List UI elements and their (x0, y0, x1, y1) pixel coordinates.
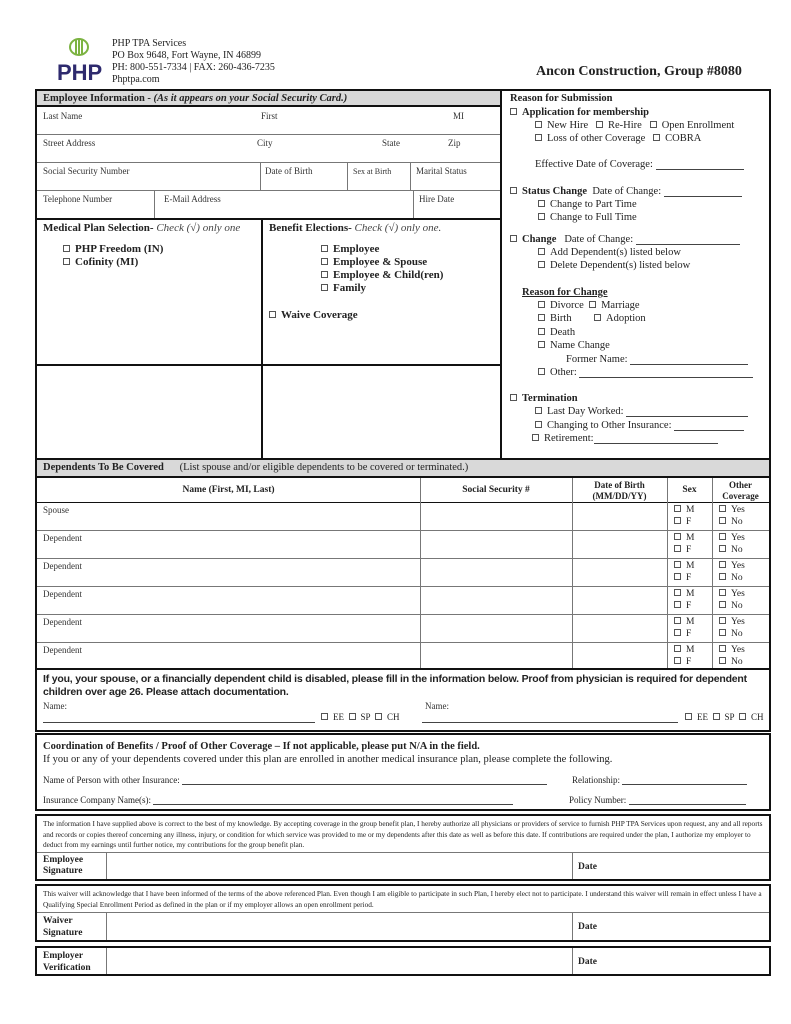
other-insured-person-field[interactable]: Name of Person with other Insurance: (43, 775, 547, 785)
relationship-field[interactable]: Relationship: (572, 775, 747, 785)
checkbox-icon (538, 200, 545, 207)
waive-coverage-option[interactable]: Waive Coverage (269, 309, 358, 321)
dependent-ssn-input[interactable] (421, 531, 572, 559)
email-field[interactable]: E-Mail Address (164, 194, 221, 204)
checkbox-icon (719, 645, 726, 652)
checkbox-icon (510, 394, 517, 401)
dependent-name-input[interactable] (37, 615, 420, 643)
sex-f-option[interactable]: F (674, 656, 694, 668)
policy-number-field[interactable]: Policy Number: (569, 795, 746, 805)
coordination-of-benefits-section (35, 733, 771, 811)
company-phone-fax: PH: 800-551-7334 | FAX: 260-436-7235 (112, 62, 275, 73)
zip-field[interactable]: Zip (448, 138, 461, 148)
street-address-field[interactable]: Street Address (43, 138, 96, 148)
cobra-option[interactable]: COBRA (653, 133, 701, 144)
sex-m-option[interactable]: M (674, 560, 694, 572)
employer-verification-date-label: Date (578, 957, 597, 967)
checkbox-icon (719, 505, 726, 512)
disabled-instructions: If you, your spouse, or a financially dependent child is disabled, please fill in the information below. Proof from physician is required for dependent children over age 26. Please attach documentation. (43, 673, 747, 698)
checkbox-icon (538, 328, 545, 335)
employer-verification-section (35, 946, 771, 976)
open-enrollment-option[interactable]: Open Enrollment (650, 120, 735, 131)
ssn-field[interactable]: Social Security Number (43, 166, 130, 176)
checkbox-icon (719, 517, 726, 524)
dependent-dob-input[interactable] (573, 587, 667, 615)
dependent-ssn-input[interactable] (421, 559, 572, 587)
checkbox-icon (674, 629, 681, 636)
checkbox-icon (674, 601, 681, 608)
city-field[interactable]: City (257, 138, 273, 148)
checkbox-icon (685, 713, 692, 720)
checkbox-icon (589, 301, 596, 308)
employee-signature-date-label: Date (578, 862, 597, 872)
checkbox-icon (510, 187, 517, 194)
dependent-ssn-input[interactable] (421, 503, 572, 531)
dependent-row-label: Dependent (43, 617, 82, 627)
checkbox-icon (674, 645, 681, 652)
col-other-coverage: Other Coverage (722, 480, 759, 501)
disabled-section (35, 668, 771, 732)
cob-instructions: If you or any of your dependents covered under this plan are enrolled in another medical insurance plan, please complete the following. (43, 754, 613, 765)
dependent-dob-input[interactable] (573, 615, 667, 643)
sex-f-option[interactable]: F (674, 600, 694, 612)
checkbox-icon (719, 629, 726, 636)
checkbox-icon[interactable] (321, 245, 328, 252)
re-hire-option[interactable]: Re-Hire (596, 120, 642, 131)
other-coverage-no-option[interactable]: No (719, 656, 745, 668)
state-field[interactable]: State (382, 138, 400, 148)
dependent-name-input[interactable] (37, 503, 420, 531)
checkbox-icon (349, 713, 356, 720)
loss-of-coverage-option[interactable]: Loss of other Coverage (535, 133, 645, 144)
dependent-row (37, 503, 769, 531)
termination-option[interactable]: Termination (510, 393, 578, 404)
reason-for-submission-section (500, 89, 771, 460)
sex-f-option[interactable]: F (674, 516, 694, 528)
sex-m-option[interactable]: M (674, 532, 694, 544)
checkbox-icon (538, 341, 545, 348)
authorization-text: The information I have supplied above is correct to the best of my knowledge. By accepting coverage in the group benefit plan, I hereby authorize all physicians or providers of service to furnish PHP TPA Services upon request, any and all reports and records or copies thereof concerning any illness, injury, or condition for which service was provided to me or my dependents after this date as well as before this date. If contributions are required under the plan, I authorize my employer to deduct from my earnings until further notice, my contributions for the group benefit plan. (43, 819, 763, 849)
other-coverage-no-option[interactable]: No (719, 544, 745, 556)
name-change-option[interactable]: Name Change (538, 340, 610, 351)
add-dependent-option[interactable]: Add Dependent(s) listed below (538, 247, 681, 258)
dependent-ssn-input[interactable] (421, 587, 572, 615)
sex-at-birth-field[interactable]: Sex at Birth (353, 167, 392, 176)
checkbox-icon[interactable] (321, 284, 328, 291)
other-coverage-yes-option[interactable]: Yes (719, 532, 745, 544)
checkbox-icon (535, 421, 542, 428)
employee-signature-input[interactable] (107, 853, 572, 879)
company-website[interactable]: Phptpa.com (112, 74, 160, 85)
other-coverage-no-option[interactable]: No (719, 516, 745, 528)
dob-field[interactable]: Date of Birth (265, 166, 313, 176)
checkbox-icon (653, 134, 660, 141)
checkbox-icon (674, 617, 681, 624)
waiver-section (35, 884, 771, 942)
sex-f-option[interactable]: F (674, 544, 694, 556)
other-coverage-no-option[interactable]: No (719, 600, 745, 612)
checkbox-icon (739, 713, 746, 720)
dependent-name-input[interactable] (37, 587, 420, 615)
new-hire-option[interactable]: New Hire (535, 120, 588, 131)
waiver-date-label: Date (578, 922, 597, 932)
dependent-row (37, 587, 769, 615)
checkbox-icon[interactable] (321, 271, 328, 278)
checkbox-icon[interactable] (321, 258, 328, 265)
other-coverage-yes-option[interactable]: Yes (719, 588, 745, 600)
dependent-dob-input[interactable] (573, 559, 667, 587)
dependent-row (37, 643, 769, 671)
employee-info-section (35, 89, 502, 460)
death-option[interactable]: Death (538, 327, 575, 338)
other-coverage-no-option[interactable]: No (719, 628, 745, 640)
mi-field[interactable]: MI (453, 111, 464, 121)
dependent-dob-input[interactable] (573, 643, 667, 671)
checkbox-icon (532, 434, 539, 441)
checkbox-icon (674, 517, 681, 524)
part-time-option[interactable]: Change to Part Time (538, 199, 637, 210)
other-insurance-field[interactable]: Changing to Other Insurance: (535, 420, 744, 431)
checkbox-icon (650, 121, 657, 128)
checkbox-icon (713, 713, 720, 720)
waiver-date-input[interactable] (607, 913, 767, 940)
disabled-name-input-1[interactable] (43, 713, 315, 723)
insurance-company-field[interactable]: Insurance Company Name(s): (43, 795, 513, 805)
checkbox-icon (538, 248, 545, 255)
hire-date-field[interactable]: Hire Date (419, 194, 455, 204)
employee-info-header: Employee Information - (As it appears on your Social Security Card.) (37, 91, 500, 107)
plan-option-php-freedom[interactable]: PHP Freedom (IN) (63, 243, 163, 255)
waiver-text: This waiver will acknowledge that I have been informed of the terms of the above referenced Plan. Even though I am eligible to participate in such Plan, I hereby elect not to participate. I understand this waiver will remain in effect unless I have a Qualifying Special Enrollment Period as defined in the plan or if my employer allows an open enrollment period. (43, 889, 762, 909)
dependent-name-input[interactable] (37, 531, 420, 559)
sex-m-option[interactable]: M (674, 504, 694, 516)
checkbox-icon[interactable] (63, 258, 70, 265)
checkbox-icon (674, 505, 681, 512)
dependent-name-input[interactable] (37, 559, 420, 587)
dependent-name-input[interactable] (37, 643, 420, 671)
employer-verification-date-input[interactable] (607, 948, 767, 974)
delete-dependent-option[interactable]: Delete Dependent(s) listed below (538, 260, 690, 271)
checkbox-icon (538, 301, 545, 308)
dependent-row (37, 615, 769, 643)
company-address: PO Box 9648, Fort Wayne, IN 46899 (112, 50, 262, 61)
checkbox-icon (674, 561, 681, 568)
benefit-option-employee-spouse[interactable]: Employee & Spouse (321, 256, 427, 268)
other-coverage-yes-option[interactable]: Yes (719, 616, 745, 628)
checkbox-icon (535, 134, 542, 141)
disabled-type-2[interactable]: EE SP CH (685, 712, 764, 722)
benefit-option-employee-children[interactable]: Employee & Child(ren) (321, 269, 443, 281)
waiver-signature-input[interactable] (107, 913, 572, 940)
checkbox-icon (538, 213, 545, 220)
marriage-option[interactable]: Marriage (589, 300, 639, 311)
checkbox-icon (719, 573, 726, 580)
checkbox-icon (674, 533, 681, 540)
medical-plan-header: Medical Plan Selection- Check (√) only one (43, 222, 241, 234)
employer-verification-input[interactable] (107, 948, 572, 974)
checkbox-icon (674, 657, 681, 664)
dependent-row (37, 559, 769, 587)
dependent-ssn-input[interactable] (421, 615, 572, 643)
dependent-row-label: Dependent (43, 561, 82, 571)
svg-text:PHP: PHP (57, 60, 103, 84)
checkbox-icon (538, 261, 545, 268)
disabled-type-1[interactable]: EE SP CH (321, 712, 400, 722)
dependent-dob-input[interactable] (573, 503, 667, 531)
plan-option-cofinity[interactable]: Cofinity (MI) (63, 256, 138, 268)
status-change-option[interactable]: Status Change Date of Change: (510, 186, 742, 197)
adoption-option[interactable]: Adoption (594, 313, 646, 324)
last-name-field[interactable]: Last Name (43, 111, 83, 121)
checkbox-icon (538, 314, 545, 321)
checkbox-icon (719, 545, 726, 552)
checkbox-icon (719, 657, 726, 664)
birth-option[interactable]: Birth (538, 313, 572, 324)
cob-title: Coordination of Benefits / Proof of Other Coverage – If not applicable, please put N/A in the field. (43, 741, 480, 752)
checkbox-icon[interactable] (269, 311, 276, 318)
col-ssn: Social Security # (462, 485, 530, 495)
dependent-row (37, 531, 769, 559)
other-reason-field[interactable]: Other: (538, 367, 753, 378)
dependents-header: Dependents To Be Covered (List spouse and/or eligible dependents to be covered or terminated.) (37, 460, 769, 478)
sex-f-option[interactable]: F (674, 572, 694, 584)
other-coverage-yes-option[interactable]: Yes (719, 644, 745, 656)
dependent-row-label: Dependent (43, 589, 82, 599)
employer-verification-label: Employer Verification (43, 951, 91, 973)
checkbox-icon (719, 561, 726, 568)
benefit-option-family[interactable]: Family (321, 282, 366, 294)
divorce-option[interactable]: Divorce (538, 300, 584, 311)
authorization-section (35, 814, 771, 881)
telephone-field[interactable]: Telephone Number (43, 194, 113, 204)
company-info (112, 38, 275, 86)
group-title: Ancon Construction, Group #8080 (536, 64, 742, 79)
application-option[interactable]: Application for membership (510, 107, 649, 118)
dependent-ssn-input[interactable] (421, 643, 572, 671)
dependents-section (35, 458, 771, 670)
other-coverage-yes-option[interactable]: Yes (719, 560, 745, 572)
checkbox-icon (510, 235, 517, 242)
reason-title: Reason for Submission (510, 93, 613, 104)
dependent-row-label: Dependent (43, 645, 82, 655)
last-day-worked-field[interactable]: Last Day Worked: (535, 406, 748, 417)
checkbox-icon (719, 533, 726, 540)
sex-m-option[interactable]: M (674, 616, 694, 628)
checkbox-icon (719, 589, 726, 596)
retirement-field[interactable]: Retirement: (532, 433, 718, 444)
checkbox-icon (535, 407, 542, 414)
effective-date-field[interactable]: Effective Date of Coverage: (535, 159, 744, 170)
other-coverage-yes-option[interactable]: Yes (719, 504, 745, 516)
reason-for-change-title: Reason for Change (522, 287, 608, 298)
first-name-field[interactable]: First (261, 111, 278, 121)
checkbox-icon (594, 314, 601, 321)
disabled-name-label-1: Name: (43, 701, 67, 711)
waiver-signature-label: Waiver Signature (43, 916, 83, 938)
checkbox-icon (321, 713, 328, 720)
checkbox-icon (674, 545, 681, 552)
sex-m-option[interactable]: M (674, 644, 694, 656)
checkbox-icon (538, 368, 545, 375)
dependent-dob-input[interactable] (573, 531, 667, 559)
full-time-option[interactable]: Change to Full Time (538, 212, 637, 223)
checkbox-icon (674, 573, 681, 580)
marital-status-field[interactable]: Marital Status (416, 166, 467, 176)
dependent-row-label: Spouse (43, 505, 70, 515)
employee-signature-date-input[interactable] (607, 853, 767, 879)
other-coverage-no-option[interactable]: No (719, 572, 745, 584)
checkbox-icon (375, 713, 382, 720)
checkbox-icon (535, 121, 542, 128)
checkbox-icon (510, 108, 517, 115)
company-name: PHP TPA Services (112, 38, 187, 49)
disabled-name-label-2: Name: (425, 701, 449, 711)
benefit-option-employee[interactable]: Employee (321, 243, 379, 255)
checkbox-icon (719, 617, 726, 624)
benefit-elections-header: Benefit Elections- Check (√) only one. (269, 222, 442, 234)
php-logo-icon (55, 36, 103, 84)
checkbox-icon (719, 601, 726, 608)
php-logo (55, 36, 103, 84)
sex-m-option[interactable]: M (674, 588, 694, 600)
col-sex: Sex (682, 485, 697, 495)
col-dob: Date of Birth (MM/DD/YY) (592, 480, 647, 501)
col-name: Name (First, MI, Last) (182, 485, 275, 495)
disabled-name-input-2[interactable] (422, 713, 678, 723)
former-name-field[interactable]: Former Name: (566, 354, 748, 365)
employee-signature-label: Employee Signature (43, 855, 84, 876)
dependent-row-label: Dependent (43, 533, 82, 543)
checkbox-icon (674, 589, 681, 596)
sex-f-option[interactable]: F (674, 628, 694, 640)
change-option[interactable]: Change Date of Change: (510, 234, 740, 245)
checkbox-icon (596, 121, 603, 128)
checkbox-icon[interactable] (63, 245, 70, 252)
